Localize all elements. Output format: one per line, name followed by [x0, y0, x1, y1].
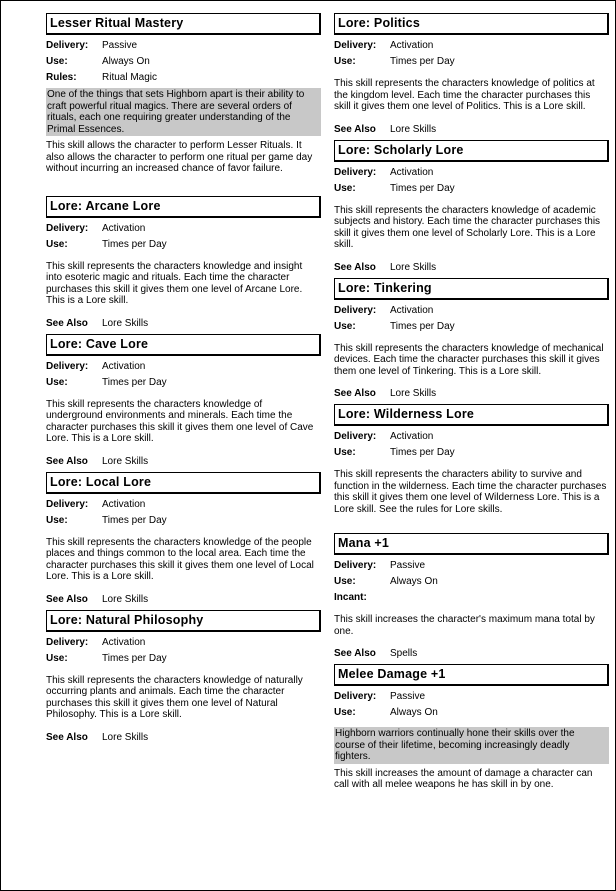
skill-title: Lore: Tinkering	[334, 278, 609, 300]
skill-title: Lore: Natural Philosophy	[46, 610, 321, 632]
use-row	[334, 705, 609, 721]
row-label: Delivery:	[334, 431, 377, 442]
see-also-label: See Also	[46, 593, 88, 605]
row-value: Passive	[390, 560, 426, 571]
row-value: Activation	[390, 304, 434, 316]
skill-entry-natural-philosophy	[46, 610, 321, 744]
see-also-label: See Also	[334, 123, 376, 135]
row-label: Use:	[334, 576, 356, 587]
see-also-link: Lore Skills	[390, 261, 437, 273]
skill-description: This skill increases the character's maximum mana total by one.	[334, 614, 595, 637]
row-label: Incant:	[334, 592, 367, 603]
skill-entry-arcane-lore	[46, 196, 321, 330]
row-label: Delivery:	[334, 304, 377, 316]
flavor-text: Highborn warriors continually hone their skills over the course of their lifetime, becoming increasingly deadly fighters.	[334, 727, 609, 764]
delivery-row	[334, 689, 609, 705]
flavor-text: One of the things that sets Highborn apart is their ability to craft powerful ritual magics. There are several orders of rituals, each one requiring greater understanding of the Primal Essences.	[46, 88, 321, 136]
row-label: Use:	[46, 376, 68, 388]
delivery-row	[46, 38, 321, 54]
delivery-row	[334, 429, 609, 445]
use-row	[334, 54, 609, 70]
see-also-link: Lore Skills	[102, 731, 149, 743]
skill-title: Lore: Politics	[334, 13, 609, 35]
use-row	[46, 237, 321, 253]
incant-row	[334, 590, 609, 606]
skill-description: This skill represents the characters knowledge of underground environments and minerals. Each time the character purchases this skill it gives them one level of Cave Lore. This is a Lore skill.	[46, 398, 314, 444]
skill-description: This skill represents the characters knowledge of mechanical devices. Each time the character purchases this skill it gives them one level of Tinkering. This is a Lore skill.	[334, 342, 604, 377]
see-also-label: See Also	[334, 261, 376, 273]
use-row	[46, 375, 321, 391]
skill-title: Lore: Arcane Lore	[46, 196, 321, 218]
see-also-link: Lore Skills	[390, 123, 437, 135]
skill-title: Lesser Ritual Mastery	[46, 13, 321, 35]
row-label: Delivery:	[334, 560, 377, 571]
see-also-row	[334, 648, 609, 660]
see-also-label: See Also	[334, 648, 376, 659]
delivery-row	[334, 38, 609, 54]
skill-entry-tinkering	[334, 278, 609, 401]
row-label: Use:	[334, 447, 356, 458]
row-label: Use:	[334, 707, 356, 718]
see-also-row	[334, 124, 609, 136]
see-also-row	[334, 388, 609, 400]
see-also-link: Lore Skills	[102, 455, 149, 467]
skill-entry-cave-lore	[46, 334, 321, 468]
row-value: Times per Day	[102, 376, 167, 388]
row-value	[390, 590, 609, 606]
see-also-row	[46, 318, 321, 330]
row-label: Use:	[46, 652, 68, 664]
row-value: Activation	[390, 40, 434, 51]
see-also-row	[46, 594, 321, 606]
row-label: Rules:	[46, 72, 77, 83]
skill-description: This skill represents the characters knowledge of the people places and things common to the local area. Each time the character purchases this skill it gives them one level of Local Lore. This is a Lore skill.	[46, 536, 314, 582]
row-label: Delivery:	[334, 166, 377, 178]
row-label: Delivery:	[334, 691, 377, 702]
skill-title: Lore: Wilderness Lore	[334, 404, 609, 426]
skill-description: This skill represents the characters knowledge of academic subjects and history. Each time the character purchases this skill it gives them one level of Scholarly Lore. This is a Lore skill.	[334, 204, 601, 250]
see-also-row	[334, 262, 609, 274]
rules-row	[46, 70, 321, 86]
row-value: Activation	[102, 360, 146, 372]
delivery-row	[334, 558, 609, 574]
row-value: Times per Day	[390, 447, 455, 458]
delivery-row	[46, 221, 321, 237]
row-label: Delivery:	[46, 360, 89, 372]
use-row	[46, 651, 321, 667]
see-also-label: See Also	[46, 455, 88, 467]
right-column	[334, 13, 609, 791]
row-value: Times per Day	[390, 320, 455, 332]
delivery-row	[46, 359, 321, 375]
row-value: Activation	[102, 222, 146, 234]
row-value: Activation	[102, 636, 146, 648]
row-label: Use:	[46, 238, 68, 250]
skill-title: Mana +1	[334, 533, 609, 555]
skill-title: Lore: Cave Lore	[46, 334, 321, 356]
row-value: Times per Day	[102, 238, 167, 250]
skill-entry-wilderness-lore	[334, 404, 609, 515]
row-value: Passive	[102, 40, 138, 51]
skill-title: Lore: Scholarly Lore	[334, 140, 609, 162]
row-value: Activation	[390, 166, 434, 178]
row-value: Always On	[390, 707, 438, 718]
skill-description: This skill increases the amount of damage a character can call with all melee weapons he has skill in by one.	[334, 767, 593, 790]
row-label: Use:	[334, 320, 356, 332]
see-also-label: See Also	[334, 388, 376, 399]
left-column	[46, 13, 321, 744]
skill-description: This skill allows the character to perform Lesser Rituals. It also allows the character to perform one ritual per game day without incurring an increased chance of favor failure.	[46, 140, 313, 174]
row-value: Activation	[390, 431, 434, 442]
row-label: Delivery:	[334, 40, 377, 51]
row-label: Delivery:	[46, 498, 89, 510]
use-row	[334, 445, 609, 461]
delivery-row	[46, 635, 321, 651]
use-row	[46, 513, 321, 529]
row-label: Use:	[334, 182, 356, 194]
delivery-row	[46, 497, 321, 513]
skill-entry-politics	[334, 13, 609, 136]
delivery-row	[334, 303, 609, 319]
row-label: Delivery:	[46, 40, 89, 51]
row-label: Use:	[46, 56, 68, 67]
use-row	[334, 574, 609, 590]
see-also-row	[46, 456, 321, 468]
row-label: Delivery:	[46, 222, 89, 234]
row-value: Ritual Magic	[102, 72, 158, 83]
row-value: Always On	[102, 56, 150, 67]
skill-description: This skill represents the characters knowledge of politics at the kingdom level. Each time the character purchases this skill it gives them one level of Politics. This is a Lore skill.	[334, 78, 595, 112]
skill-description: This skill represents the characters knowledge of naturally occurring plants and animals. Each time the character purchases this skill it gives them one level of Natural Philosophy. This is a Lore skill.	[46, 674, 303, 720]
row-label: Use:	[46, 514, 68, 526]
skill-title: Lore: Local Lore	[46, 472, 321, 494]
skill-description: This skill represents the characters knowledge and insight into esoteric magic and rituals. Each time the character purchases this skill it gives them one level of Arcane Lore. This is a Lore skill.	[46, 260, 303, 306]
use-row	[334, 181, 609, 197]
row-label: Delivery:	[46, 636, 89, 648]
row-value: Times per Day	[102, 652, 167, 664]
use-row	[334, 319, 609, 335]
see-also-link: Lore Skills	[390, 388, 437, 399]
delivery-row	[334, 165, 609, 181]
skill-entry-scholarly-lore	[334, 140, 609, 274]
row-value: Times per Day	[390, 56, 455, 67]
skill-description: This skill represents the characters ability to survive and function in the wilderness. Each time the character purchases this skill it gives them one level of Wilderness Lore. This is a Lore skill. See the rules for Lore skills.	[334, 469, 607, 515]
see-also-label: See Also	[46, 731, 88, 743]
skill-title: Melee Damage +1	[334, 664, 609, 686]
skill-entry-mana-plus-one	[334, 533, 609, 660]
row-label: Use:	[334, 56, 356, 67]
row-value: Passive	[390, 691, 426, 702]
row-value: Times per Day	[390, 182, 455, 194]
see-also-link: Spells	[390, 648, 418, 659]
see-also-link: Lore Skills	[102, 593, 149, 605]
skill-entry-local-lore	[46, 472, 321, 606]
see-also-row	[46, 732, 321, 744]
row-value: Always On	[390, 576, 438, 587]
row-value: Times per Day	[102, 514, 167, 526]
use-row	[46, 54, 321, 70]
row-value: Activation	[102, 498, 146, 510]
skill-entry-lesser-ritual-mastery	[46, 13, 321, 175]
see-also-label: See Also	[46, 317, 88, 329]
see-also-link: Lore Skills	[102, 317, 149, 329]
skill-entry-melee-damage-plus-one	[334, 664, 609, 791]
